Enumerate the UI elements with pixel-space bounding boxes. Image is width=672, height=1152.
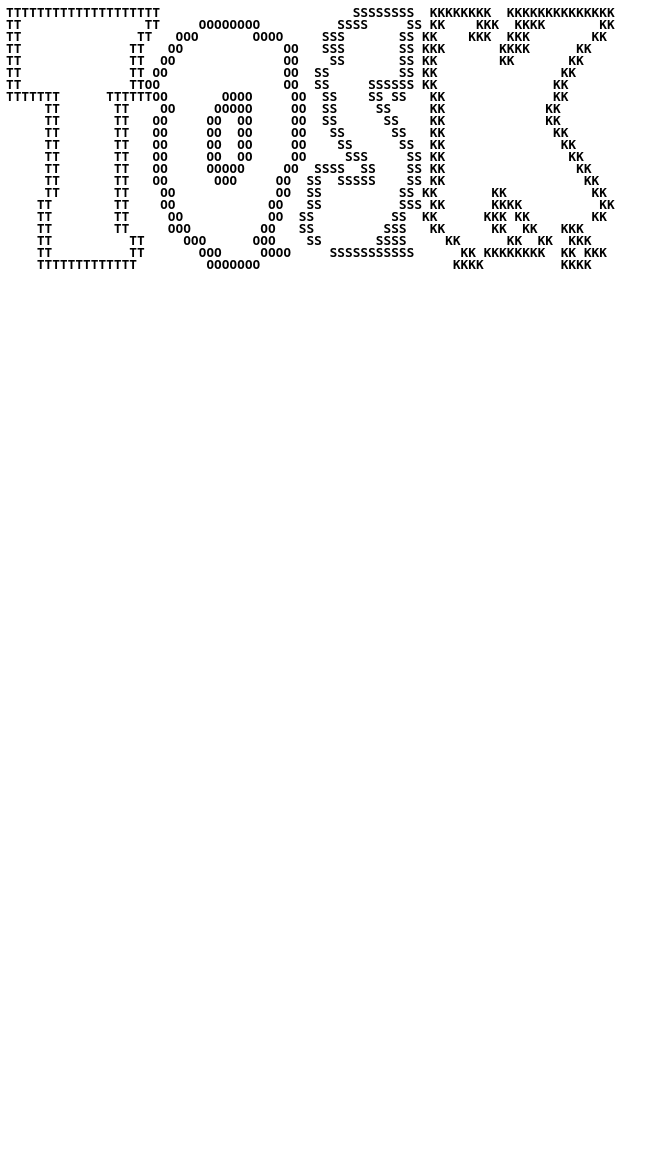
nfo-document <box>0 0 672 272</box>
logo-line: TT TT OO OOOOO OO SSSS SS SS KK KK <box>6 162 592 177</box>
logo-line: TT TT OO OO SS SS KK KK <box>6 66 577 81</box>
logo-line: TT TTOO OO SS SSSSSS KK KK <box>6 78 569 93</box>
logo-line: TT TT OO OO SS SS KK KK KK <box>6 186 607 201</box>
logo-line: TTTTTTTTTTTTT OOOOOOO KKKK KKKK <box>6 258 592 273</box>
logo-line: TT TT OOO OO SS SSS KK KK KK KKK <box>6 222 584 237</box>
logo-line: TT TT OO OOOOO OO SS SS KK KK <box>6 102 561 117</box>
logo-line: TT TT OO OO OO OO SS SS KK KK <box>6 138 577 153</box>
logo-line: TT TT OO OO OO OO SS SS KK KK <box>6 126 569 141</box>
logo-line: TT TT OO OO SS SSS KK KKKK KK <box>6 198 615 213</box>
logo-line: TT TT OO OOO OO SS SSSSS SS KK KK <box>6 174 600 189</box>
logo-line: TT TT OOO OOO SS SSSS KK KK KK KKK <box>6 234 592 249</box>
logo-line: TTTTTTT TTTTTTOO OOOO OO SS SS SS KK KK <box>6 90 569 105</box>
logo-line: TT TT OOO OOOO SSSSSSSSSSS KK KKKKKKKK KK KKK <box>6 246 607 261</box>
logo-line: TT TT OOOOOOOO SSSS SS KK KKK KKKK KK <box>6 18 615 33</box>
logo-line: TT TT OO OO OO OO SS SS KK KK <box>6 114 561 129</box>
logo-line: TT TT OO OO SS SS KK KKK KK KK <box>6 210 607 225</box>
logo-line: TT TT OOO OOOO SSS SS KK KKK KKK KK <box>6 30 607 45</box>
logo-line: TTTTTTTTTTTTTTTTTTTT SSSSSSSS KKKKKKKK KKKKKKKKKKKKKK <box>6 6 615 21</box>
logo-line: TT TT OO OO OO OO SSS SS KK KK <box>6 150 584 165</box>
logo-line: TT TT OO OO SS SS KK KK KK <box>6 54 584 69</box>
logo-line: TT TT OO OO SSS SS KKK KKKK KK <box>6 42 592 57</box>
